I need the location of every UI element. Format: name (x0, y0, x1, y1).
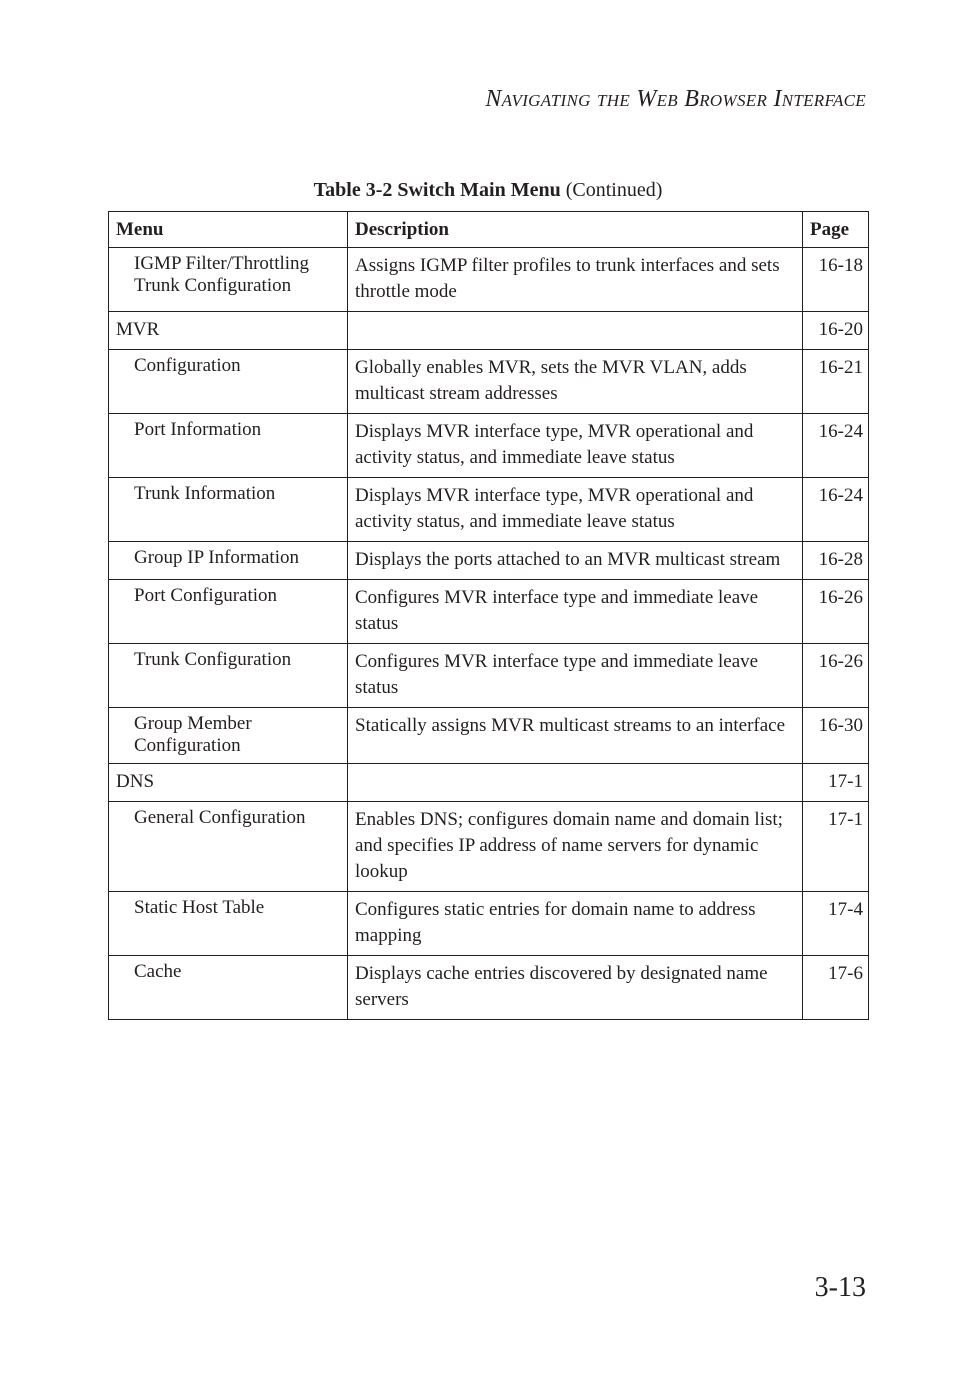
page-cell: 16-18 (803, 248, 869, 312)
table-row (109, 478, 869, 542)
table-row (109, 802, 869, 892)
page-cell: 16-30 (803, 708, 869, 764)
menu-cell: DNS (109, 764, 348, 802)
table-row (109, 350, 869, 414)
description-cell: Displays the ports attached to an MVR multicast stream (348, 542, 803, 580)
description-cell: Globally enables MVR, sets the MVR VLAN, adds multicast stream addresses (348, 350, 803, 414)
page-cell: 17-1 (803, 802, 869, 892)
column-header-menu: Menu (109, 212, 348, 248)
table-header-row (109, 212, 869, 248)
page-cell: 16-26 (803, 644, 869, 708)
table-row (109, 956, 869, 1020)
table-row (109, 248, 869, 312)
description-cell: Configures static entries for domain name to address mapping (348, 892, 803, 956)
table-row (109, 764, 869, 802)
menu-cell: Port Configuration (109, 580, 348, 644)
menu-cell: Static Host Table (109, 892, 348, 956)
description-cell (348, 764, 803, 802)
page-cell: 16-20 (803, 312, 869, 350)
page-cell: 16-24 (803, 478, 869, 542)
menu-cell: General Configuration (109, 802, 348, 892)
switch-main-menu-table (108, 211, 869, 1020)
running-header: Navigating the Web Browser Interface (485, 86, 866, 112)
table-caption-suffix: (Continued) (560, 179, 663, 201)
page-cell: 17-4 (803, 892, 869, 956)
menu-cell: Group Member Configuration (109, 708, 348, 764)
table-row (109, 580, 869, 644)
page-cell: 17-6 (803, 956, 869, 1020)
description-cell (348, 312, 803, 350)
description-cell: Configures MVR interface type and immediate leave status (348, 644, 803, 708)
column-header-description: Description (348, 212, 803, 248)
menu-cell: Group IP Information (109, 542, 348, 580)
table-caption-label: Table 3-2 Switch Main Menu (313, 179, 561, 201)
table-row (109, 542, 869, 580)
table-row (109, 708, 869, 764)
column-header-page: Page (803, 212, 869, 248)
page-cell: 16-24 (803, 414, 869, 478)
description-cell: Displays cache entries discovered by designated name servers (348, 956, 803, 1020)
page-cell: 16-21 (803, 350, 869, 414)
menu-cell: IGMP Filter/Throttling Trunk Configuration (109, 248, 348, 312)
table-row (109, 644, 869, 708)
menu-cell: Configuration (109, 350, 348, 414)
menu-cell: Port Information (109, 414, 348, 478)
description-cell: Assigns IGMP filter profiles to trunk interfaces and sets throttle mode (348, 248, 803, 312)
description-cell: Displays MVR interface type, MVR operational and activity status, and immediate leave status (348, 478, 803, 542)
table-body (109, 248, 869, 1020)
table-caption (108, 179, 868, 202)
description-cell: Enables DNS; configures domain name and domain list; and specifies IP address of name servers for dynamic lookup (348, 802, 803, 892)
table-row (109, 414, 869, 478)
description-cell: Displays MVR interface type, MVR operational and activity status, and immediate leave status (348, 414, 803, 478)
page-number: 3-13 (814, 1272, 866, 1303)
menu-cell: Trunk Information (109, 478, 348, 542)
description-cell: Configures MVR interface type and immediate leave status (348, 580, 803, 644)
menu-cell: MVR (109, 312, 348, 350)
table-row (109, 312, 869, 350)
menu-cell: Trunk Configuration (109, 644, 348, 708)
description-cell: Statically assigns MVR multicast streams to an interface (348, 708, 803, 764)
page-cell: 16-26 (803, 580, 869, 644)
menu-cell: Cache (109, 956, 348, 1020)
page-cell: 16-28 (803, 542, 869, 580)
table-row (109, 892, 869, 956)
page-cell: 17-1 (803, 764, 869, 802)
